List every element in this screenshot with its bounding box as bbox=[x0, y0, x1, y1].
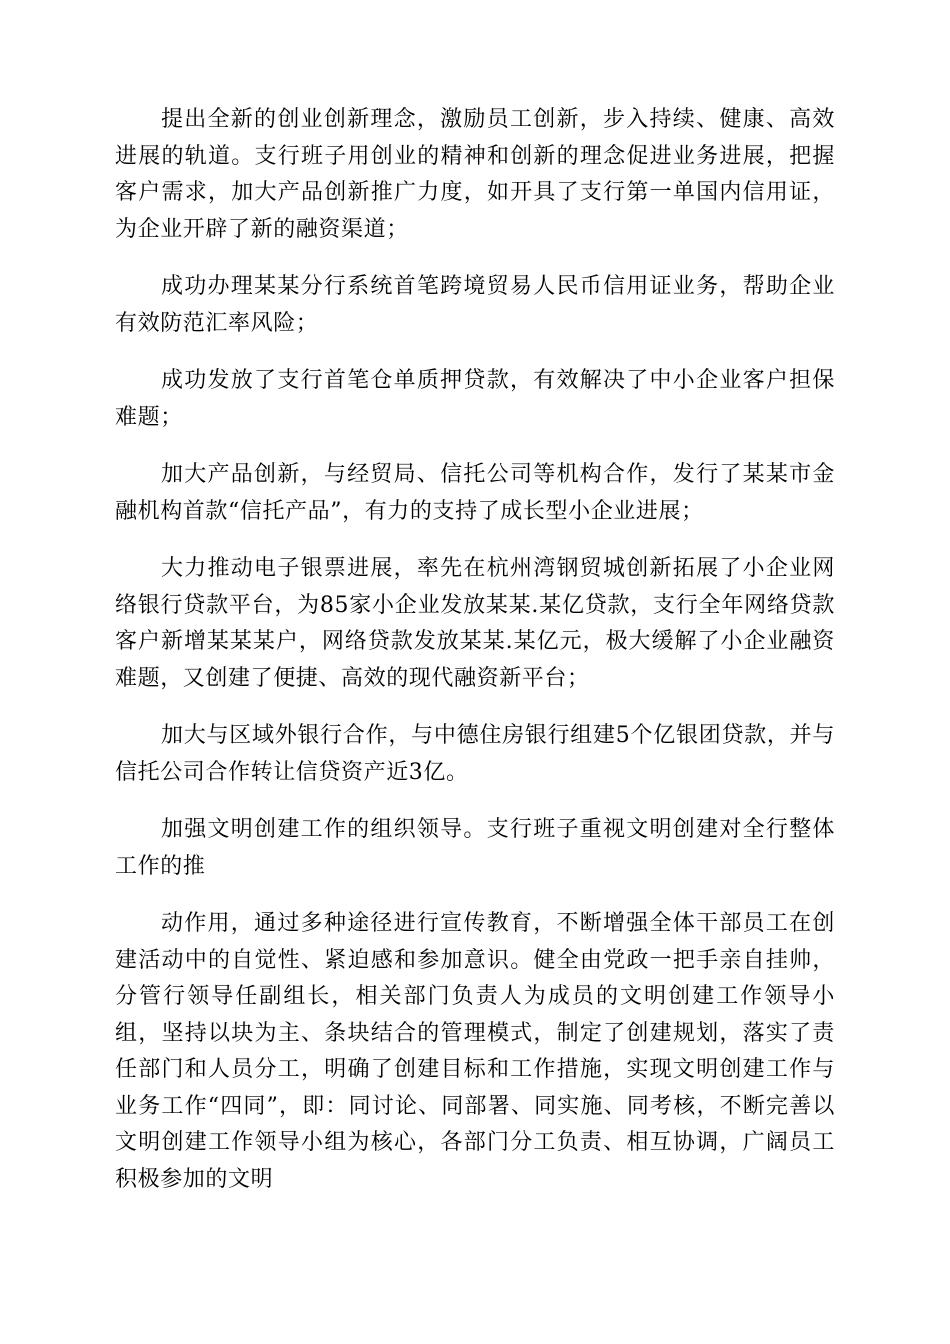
paragraph-cross-border-lc: 成功办理某某分行系统首笔跨境贸易人民币信用证业务，帮助企业有效防范汇率风险； bbox=[115, 274, 835, 336]
paragraph-civilization-details: 动作用，通过多种途径进行宣传教育，不断增强全体干部员工在创建活动中的自觉性、紧迫感和参加意识。健全由党政一把手亲自挂帅，分管行领导任副组长，相关部门负责人为成员的文明创建工作领导小组，坚持以块为主、条块结合的管理模式，制定了创建规划，落实了责任部门和人员分工，明确了创建目标和工作措施，实现文明创建工作与业务工作“四同”，即：同讨论、同部署、同实施、同考核，不断完善以文明创建工作领导小组为核心，各部门分工负责、相互协调，广阔员工积极参加的文明 bbox=[115, 911, 835, 1192]
paragraph-warehouse-receipt-loan: 成功发放了支行首笔仓单质押贷款，有效解决了中小企业客户担保难题； bbox=[115, 368, 835, 430]
paragraph-civilization-leadership: 加强文明创建工作的组织领导。支行班子重视文明创建对全行整体工作的推 bbox=[115, 817, 835, 879]
paragraph-product-innovation: 提出全新的创业创新理念，激励员工创新，步入持续、健康、高效进展的轨道。支行班子用创业的精神和创新的理念促进业务进展，把握客户需求，加大产品创新推广力度，如开具了支行第一单国内信用证，为企业开辟了新的融资渠道； bbox=[115, 107, 835, 242]
paragraph-interbank-cooperation: 加大与区域外银行合作，与中德住房银行组建5个亿银团贷款，并与信托公司合作转让信贷资产近3亿。 bbox=[115, 723, 835, 785]
paragraph-e-bill-platform: 大力推动电子银票进展，率先在杭州湾钢贸城创新拓展了小企业网络银行贷款平台，为85家小企业发放某某.某亿贷款，支行全年网络贷款客户新增某某某户，网络贷款发放某某.某亿元，极大缓解了小企业融资难题，又创建了便捷、高效的现代融资新平台； bbox=[115, 556, 835, 691]
document-page bbox=[115, 102, 835, 1198]
paragraph-trust-product: 加大产品创新，与经贸局、信托公司等机构合作，发行了某某市金融机构首款“信托产品”，有力的支持了成长型小企业进展； bbox=[115, 462, 835, 524]
